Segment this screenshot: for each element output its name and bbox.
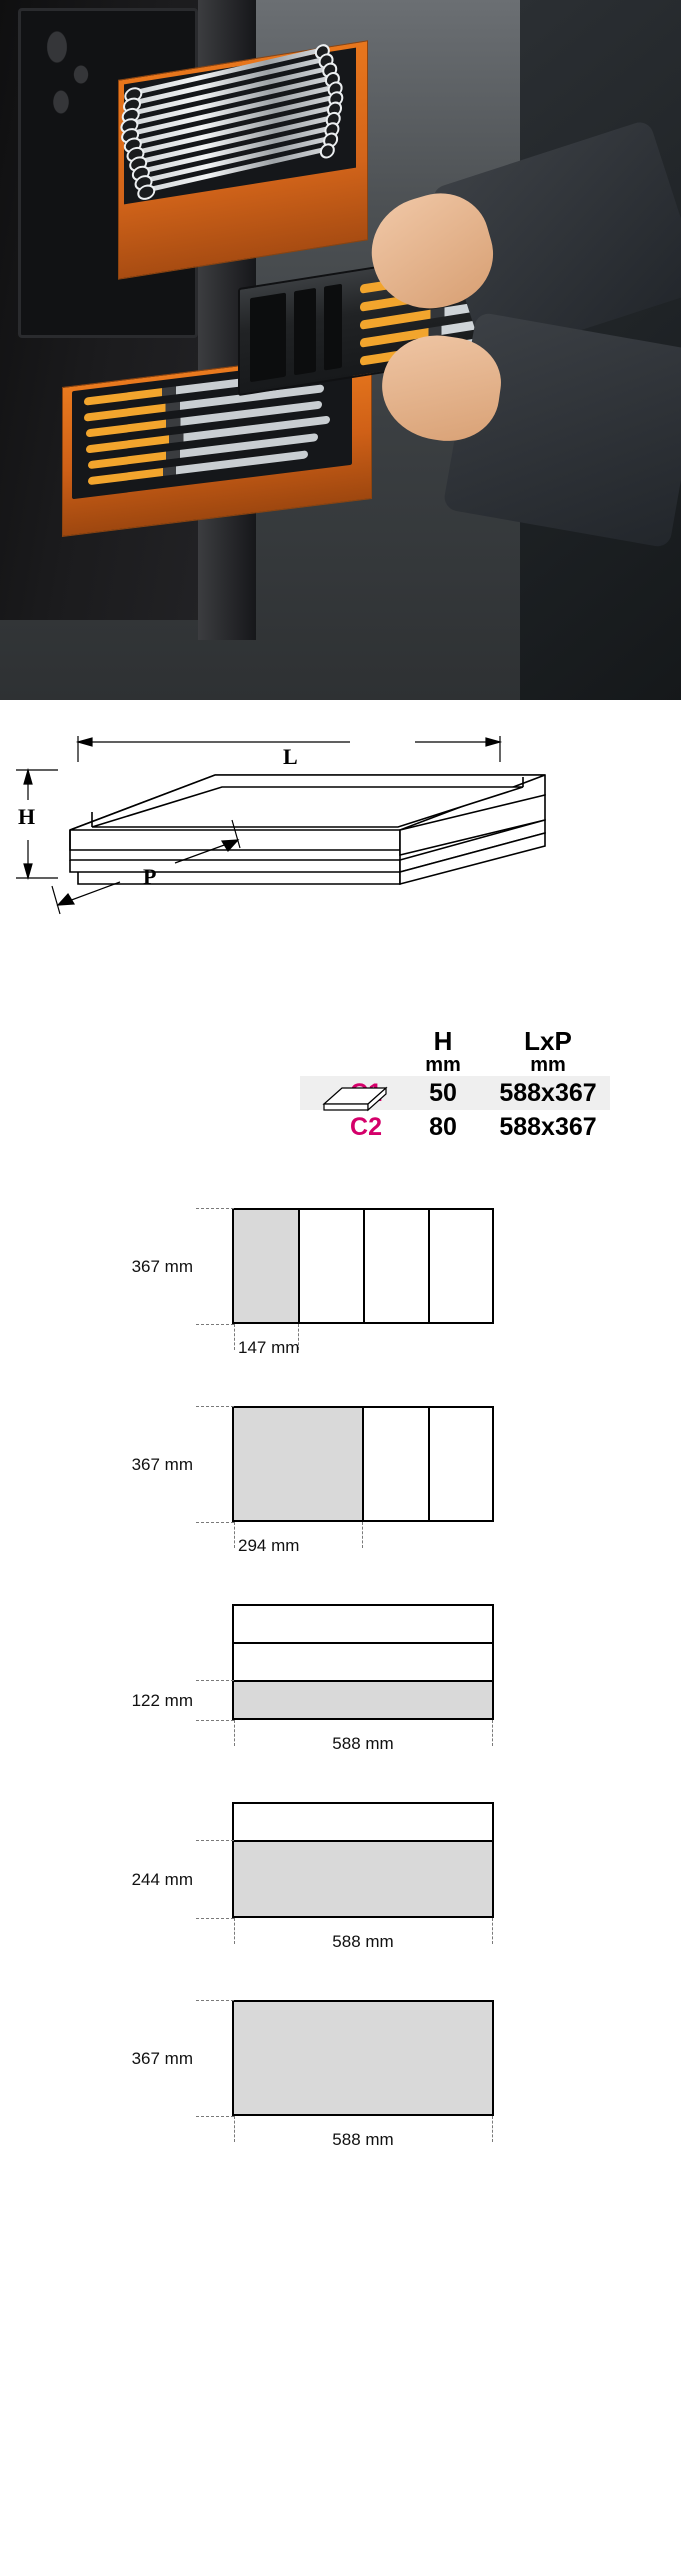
drawer-svg bbox=[0, 700, 681, 990]
dim-vertical: 367 mm bbox=[131, 1257, 193, 1276]
label-depth: P bbox=[143, 864, 157, 889]
dim-guide bbox=[234, 1918, 235, 1944]
dim-guide bbox=[492, 2116, 493, 2142]
label-height: H bbox=[18, 804, 36, 829]
dim-vertical: 367 mm bbox=[131, 2049, 193, 2068]
dim-guide bbox=[196, 1720, 234, 1721]
row-lxp: 588x367 bbox=[499, 1112, 597, 1141]
dim-guide bbox=[196, 1840, 234, 1841]
dim-vertical: 367 mm bbox=[131, 1455, 193, 1474]
dim-guide bbox=[196, 1324, 234, 1325]
diagram-layout-full bbox=[0, 1982, 681, 2172]
row-code: C2 bbox=[350, 1112, 382, 1141]
row-lxp: 588x367 bbox=[499, 1078, 597, 1107]
header-h bbox=[400, 1025, 486, 1076]
dim-guide bbox=[362, 1522, 363, 1548]
header-lxp bbox=[486, 1025, 610, 1076]
dim-horizontal: 294 mm bbox=[238, 1536, 300, 1555]
dim-guide bbox=[234, 1522, 235, 1548]
header-h-unit: mm bbox=[425, 1054, 461, 1076]
table-header-row bbox=[300, 1010, 610, 1076]
row-h: 80 bbox=[429, 1112, 457, 1141]
dim-guide bbox=[196, 1918, 234, 1919]
tray-slot bbox=[324, 284, 342, 371]
tray-slot bbox=[294, 288, 316, 375]
dim-guide bbox=[196, 2000, 234, 2001]
diagram-highlight bbox=[234, 1210, 298, 1322]
layout-diagrams bbox=[0, 1190, 681, 2180]
header-lxp-unit: mm bbox=[530, 1054, 566, 1076]
specification-table bbox=[300, 1010, 610, 1144]
dim-vertical: 122 mm bbox=[131, 1691, 193, 1710]
diagram-divider bbox=[234, 1840, 492, 1842]
label-length: L bbox=[283, 744, 298, 769]
diagram-highlight bbox=[234, 1680, 492, 1718]
diagram-highlight bbox=[234, 1408, 362, 1520]
dim-guide bbox=[196, 1680, 234, 1681]
dim-guide bbox=[492, 1720, 493, 1746]
dim-vertical: 244 mm bbox=[131, 1870, 193, 1889]
tray-slot bbox=[250, 293, 286, 383]
diagram-divider bbox=[298, 1210, 300, 1322]
dim-guide bbox=[196, 1208, 234, 1209]
dim-guide bbox=[196, 2116, 234, 2117]
diagram-divider bbox=[234, 1642, 492, 1644]
dim-horizontal: 588 mm bbox=[332, 1734, 394, 1753]
header-h-label: H bbox=[433, 1025, 453, 1056]
diagram-highlight bbox=[234, 1840, 492, 1916]
diagram-layout-2-rows bbox=[0, 1784, 681, 1974]
dim-guide bbox=[234, 2116, 235, 2142]
diagram-divider bbox=[234, 1680, 492, 1682]
diagram-divider bbox=[362, 1408, 364, 1520]
diagram-divider bbox=[363, 1210, 365, 1322]
diagram-layout-3-rows bbox=[0, 1586, 681, 1776]
diagram-divider bbox=[428, 1408, 430, 1520]
dim-horizontal: 147 mm bbox=[238, 1338, 300, 1357]
diagram-divider bbox=[428, 1210, 430, 1322]
product-photo bbox=[0, 0, 681, 700]
diagram-highlight bbox=[234, 2002, 492, 2114]
dim-guide bbox=[196, 1406, 234, 1407]
diagram-layout-4-columns bbox=[0, 1190, 681, 1380]
drawer-dimension-drawing bbox=[0, 700, 681, 990]
row-h: 50 bbox=[429, 1078, 457, 1107]
dim-guide bbox=[234, 1324, 235, 1350]
dim-horizontal: 588 mm bbox=[332, 1932, 394, 1951]
dim-guide bbox=[492, 1918, 493, 1944]
dim-horizontal: 588 mm bbox=[332, 2130, 394, 2149]
diagram-layout-2-wide-plus-2 bbox=[0, 1388, 681, 1578]
dim-guide bbox=[196, 1522, 234, 1523]
dim-guide bbox=[234, 1720, 235, 1746]
header-lxp-label: LxP bbox=[524, 1025, 572, 1056]
